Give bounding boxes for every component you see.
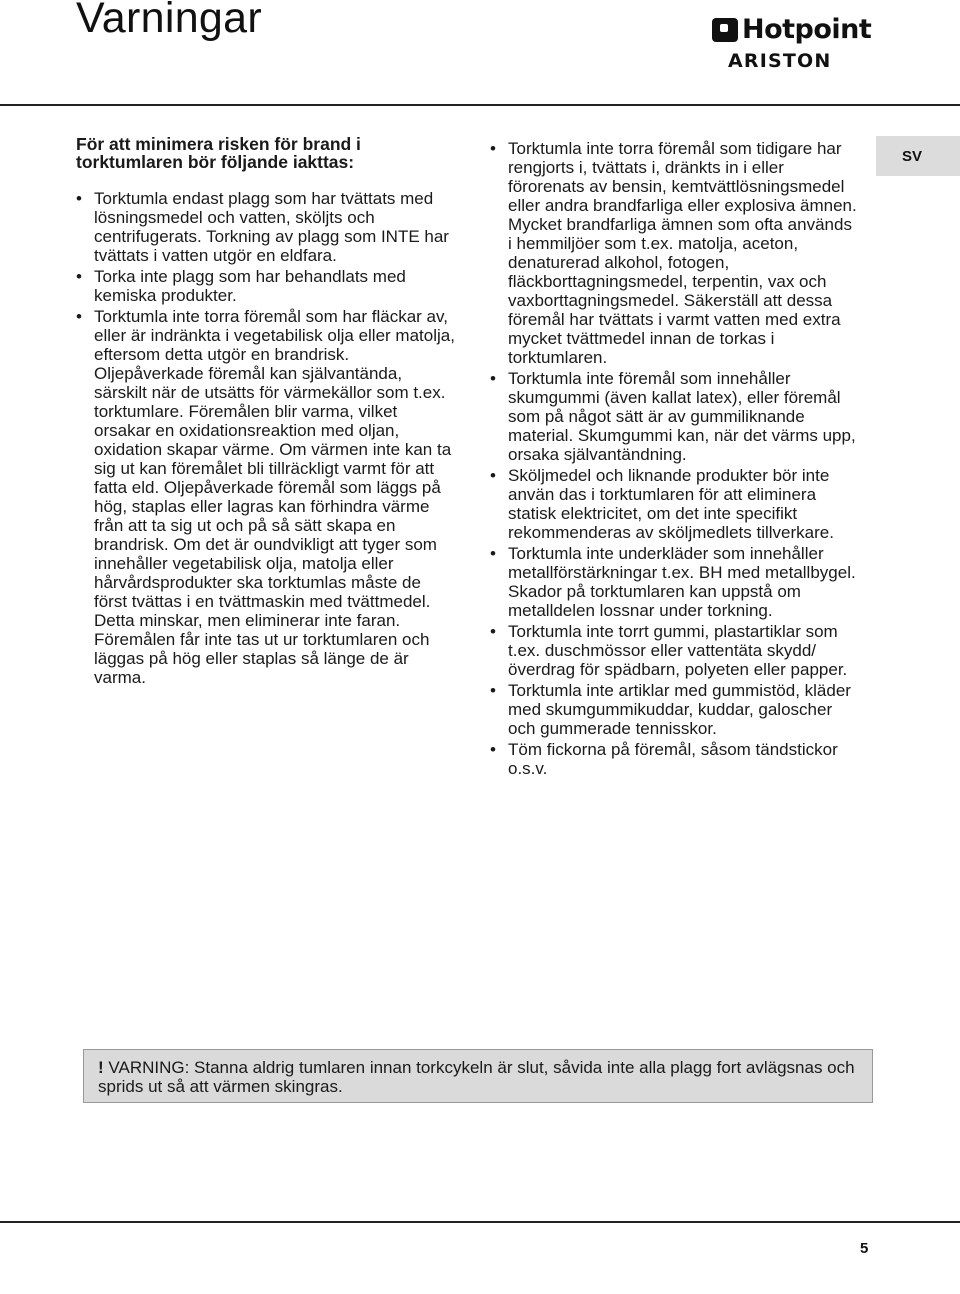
list-item-text: Töm fickorna på föremål, såsom tändstickor o.s.v. <box>508 740 838 778</box>
footer-divider <box>0 1221 960 1223</box>
page-number: 5 <box>860 1240 869 1257</box>
bullet-icon: • <box>490 369 496 388</box>
list-item-text: Torktumla inte artiklar med gummistöd, kläder med skumgummikuddar, kuddar, galoscher och gummerade tennisskor. <box>508 681 851 738</box>
bullet-icon: • <box>490 466 496 485</box>
bullet-icon: • <box>76 307 82 326</box>
list-item <box>490 681 860 738</box>
list-item <box>490 740 860 778</box>
brand-logo <box>712 14 872 84</box>
list-item <box>490 466 860 542</box>
bullet-icon: • <box>76 189 82 208</box>
list-item <box>76 307 456 687</box>
list-item <box>490 139 860 367</box>
bullet-icon: • <box>490 622 496 641</box>
list-item <box>490 544 860 620</box>
bullet-icon: • <box>76 267 82 286</box>
list-item-text: Torktumla endast plagg som har tvättats med lösningsmedel och vatten, sköljts och centrifugerats. Torkning av plagg som INTE har tvättats i vatten utgör en eldfara. <box>94 189 449 265</box>
bullet-icon: • <box>490 740 496 759</box>
list-item-text: Torka inte plagg som har behandlats med kemiska produkter. <box>94 267 406 305</box>
header-divider <box>0 104 960 106</box>
list-item-text: Torktumla inte torrt gummi, plastartiklar som t.ex. duschmössor eller vattentäta skydd/överdrag för spädbarn, polyeten eller papper. <box>508 622 848 679</box>
bullet-icon: • <box>490 544 496 563</box>
list-item-text: Torktumla inte torra föremål som tidigare har rengjorts i, tvättats i, dränkts in i eller förorenats av bensin, kemtvättlösningsmedel eller andra brandfarliga eller explosiva ämnen. Mycket brandfarliga ämnen som ofta används i hemmiljöer som t.ex. matolja, aceton, denaturerad alkohol, fotogen, fläckborttagningsmedel, terpentin, vax och vaxborttagningsmedel. Säkerställ att dessa föremål har tvättats i varmt vatten med extra mycket tvättmedel innan de torkas i torktumlaren. <box>508 139 857 367</box>
warning-icon: ! <box>98 1058 104 1077</box>
brand-name: Hotpoint <box>742 14 872 45</box>
warning-text: VARNING: Stanna aldrig tumlaren innan torkcykeln är slut, såvida inte alla plagg fort avlägsnas och sprids ut så att värmen skingras. <box>98 1058 855 1096</box>
list-item <box>490 622 860 679</box>
right-column <box>490 139 860 780</box>
warning-box <box>83 1049 873 1103</box>
bullet-icon: • <box>490 139 496 158</box>
left-bullet-list <box>76 189 456 687</box>
list-item-text: Torktumla inte underkläder som innehåller metallförstärkningar t.ex. BH med metallbygel. Skador på torktumlaren kan uppstå om metalldelen lossnar under torkning. <box>508 544 856 620</box>
list-item <box>490 369 860 464</box>
list-item <box>76 267 456 305</box>
brand-subname: ARISTON <box>728 50 832 72</box>
section-heading: För att minimera risken för brand i torktumlaren bör följande iakttas: <box>76 134 361 172</box>
list-item-text: Sköljmedel och liknande produkter bör inte använ das i torktumlaren för att eliminera statisk elektricitet, om det inte specifikt rekommenderas av sköljmedlets tillverkare. <box>508 466 834 542</box>
right-bullet-list <box>490 139 860 778</box>
page-title: Varningar <box>76 0 262 42</box>
brand-mark-icon <box>712 18 738 42</box>
list-item-text: Torktumla inte torra föremål som har fläckar av, eller är indränkta i vegetabilisk olja eller matolja, eftersom detta utgör en brandrisk. Oljepåverkade föremål kan självantända, särskilt när de utsätts för värmekällor som t.ex. torktumlare. Föremålen blir varma, vilket orsakar en oxidationsreaktion med oljan, oxidation skapar värme. Om värmen inte kan ta sig ut kan föremålet bli tillräckligt varmt för att fatta eld. Oljepåverkade föremål som läggs på hög, staplas eller lagras kan förhindra värme från att ta sig ut och på så sätt skapa en brandrisk. Om det är oundvikligt att tyger som innehåller vegetabilisk olja, matolja eller hårvårdsprodukter ska torktumlas måste de först tvättas i en tvättmaskin med tvättmedel. Detta minskar, men eliminerar inte faran. Föremålen får inte tas ut ur torktumlaren och läggas på hög eller staplas så länge de är varma. <box>94 307 455 687</box>
left-column <box>76 135 456 689</box>
list-item-text: Torktumla inte föremål som innehåller skumgummi (även kallat latex), eller föremål som på något sätt är av gummiliknande material. Skumgummi kan, när det värms upp, orsaka självantändning. <box>508 369 856 464</box>
bullet-icon: • <box>490 681 496 700</box>
list-item <box>76 189 456 265</box>
language-tab: SV <box>876 136 960 176</box>
